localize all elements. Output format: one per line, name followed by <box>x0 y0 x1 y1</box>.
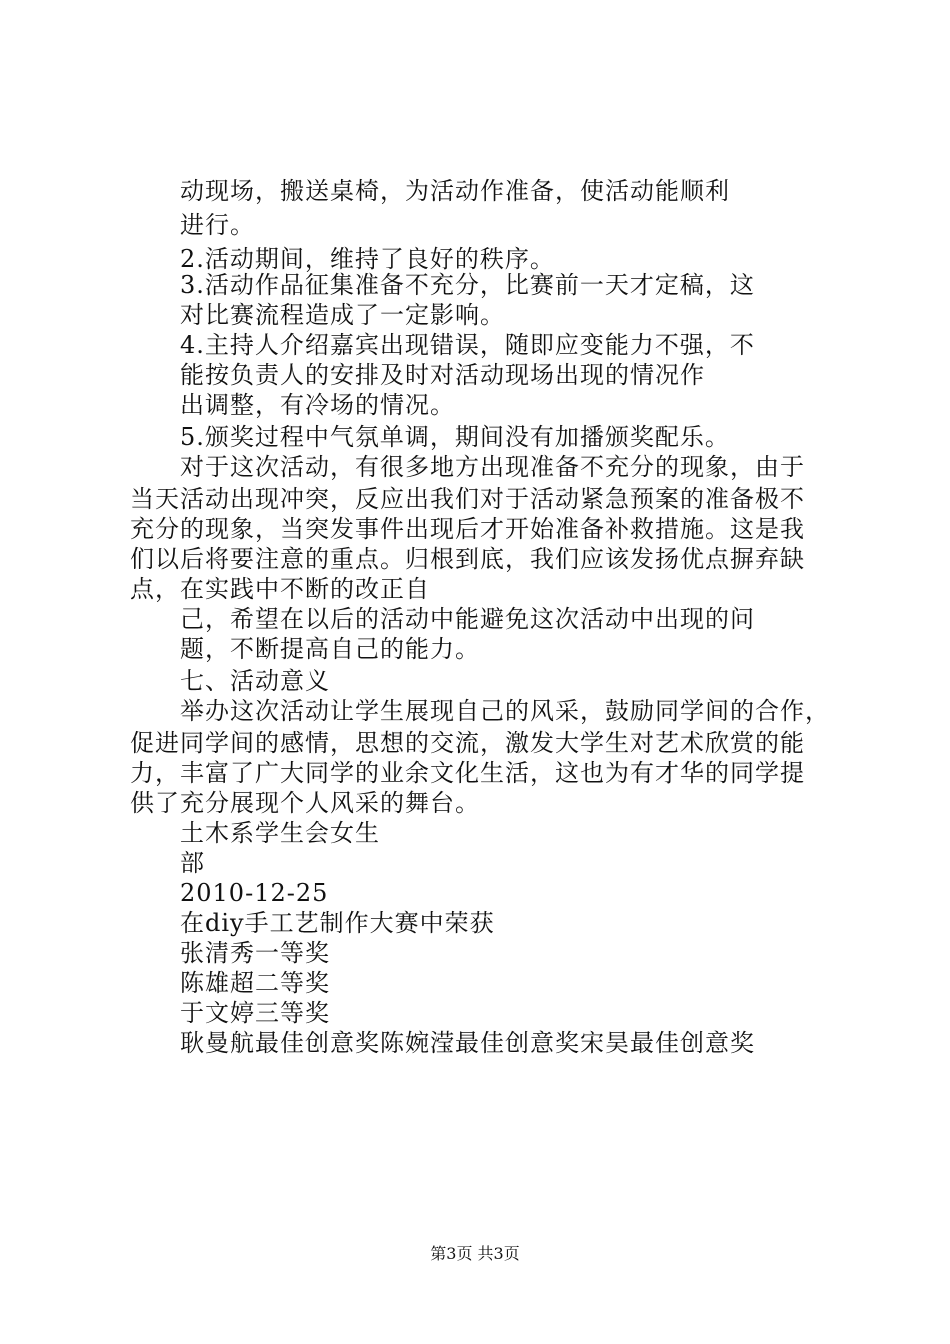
text-line: 进行。 <box>180 211 255 239</box>
award-item: 于文婷三等奖 <box>180 999 330 1027</box>
text-line: 5.颁奖过程中气氛单调，期间没有加播颁奖配乐。 <box>180 423 730 451</box>
text-line: 己，希望在以后的活动中能避免这次活动中出现的问 <box>180 605 755 633</box>
text-line: 充分的现象，当突发事件出现后才开始准备补救措施。这是我 <box>130 515 805 543</box>
text-line: 点，在实践中不断的改正自 <box>130 575 430 603</box>
paragraph-first-line: 对于这次活动，有很多地方出现准备不充分的现象，由于 <box>180 453 805 481</box>
signature-org-cont: 部 <box>180 849 205 877</box>
text-line: 3.活动作品征集准备不充分，比赛前一天才定稿，这 <box>180 271 755 299</box>
award-intro: 在diy手工艺制作大赛中荣获 <box>180 909 495 937</box>
signature-org: 土木系学生会女生 <box>180 819 380 847</box>
award-item: 耿曼航最佳创意奖陈婉滢最佳创意奖宋昊最佳创意奖 <box>180 1029 755 1057</box>
text-line: 2.活动期间，维持了良好的秩序。 <box>180 245 555 273</box>
page-footer: 第3页 共3页 <box>430 1244 520 1263</box>
text-line: 动现场，搬送桌椅，为活动作准备，使活动能顺利 <box>180 177 730 205</box>
text-line: 能按负责人的安排及时对活动现场出现的情况作 <box>180 361 705 389</box>
text-line: 4.主持人介绍嘉宾出现错误，随即应变能力不强，不 <box>180 331 755 359</box>
text-line: 力，丰富了广大同学的业余文化生活，这也为有才华的同学提 <box>130 759 805 787</box>
text-line: 促进同学间的感情，思想的交流，激发大学生对艺术欣赏的能 <box>130 729 805 757</box>
text-line: 们以后将要注意的重点。归根到底，我们应该发扬优点摒弃缺 <box>130 545 805 573</box>
award-item: 张清秀一等奖 <box>180 939 330 967</box>
text-line: 供了充分展现个人风采的舞台。 <box>130 789 480 817</box>
text-line: 当天活动出现冲突，反应出我们对于活动紧急预案的准备极不 <box>130 485 805 513</box>
text-line: 题，不断提高自己的能力。 <box>180 635 480 663</box>
signature-date: 2010-12-25 <box>180 879 329 907</box>
paragraph-first-line: 举办这次活动让学生展现自己的风采，鼓励同学间的合作， <box>180 697 830 725</box>
award-item: 陈雄超二等奖 <box>180 969 330 997</box>
text-line: 出调整，有冷场的情况。 <box>180 391 455 419</box>
section-heading: 七、活动意义 <box>180 667 330 695</box>
text-line: 对比赛流程造成了一定影响。 <box>180 301 505 329</box>
